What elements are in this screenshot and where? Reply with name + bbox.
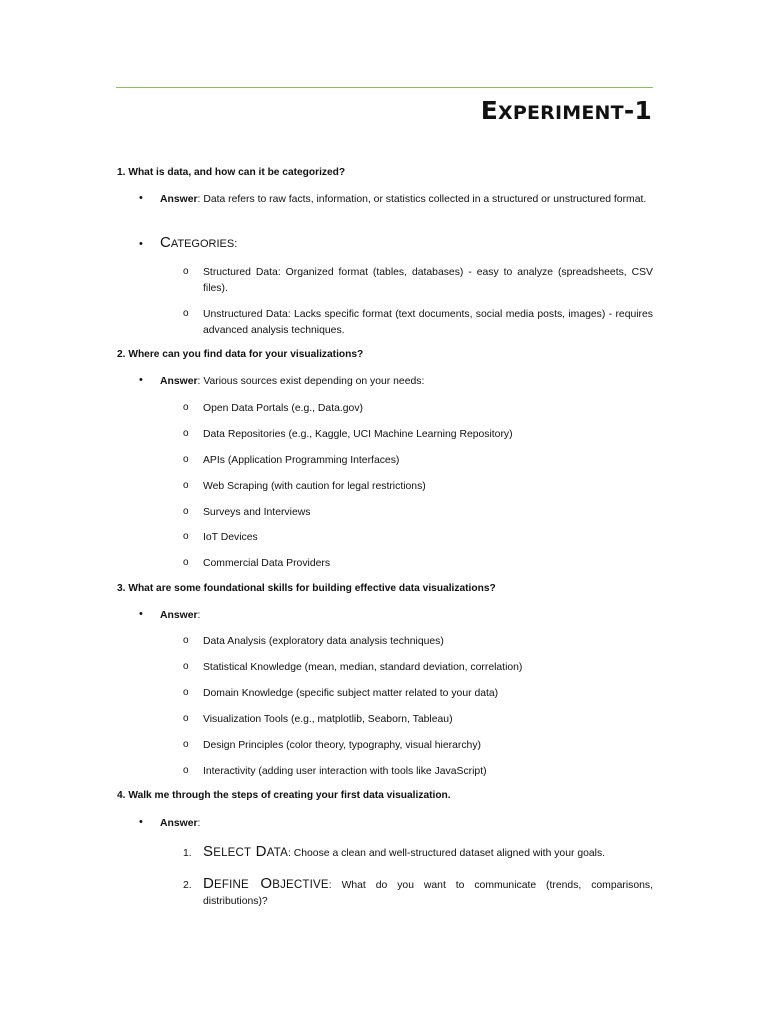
circle-bullet-icon: o xyxy=(183,765,189,776)
answer-label: Answer xyxy=(160,194,198,205)
circle-bullet-icon: o xyxy=(183,266,189,277)
step-heading-initial-2: D xyxy=(251,843,267,860)
question-1: 1. What is data, and how can it be categorized? xyxy=(117,167,346,178)
categories-heading xyxy=(160,234,237,251)
answer-text: : xyxy=(197,610,201,621)
skill-item: Data Analysis (exploratory data analysis techniques) xyxy=(203,636,444,647)
source-item: Web Scraping (with caution for legal restrictions) xyxy=(203,481,426,492)
step-number: 2. xyxy=(183,880,192,891)
step-heading-rest-2: BJECTIVE xyxy=(272,879,329,891)
categories-rest: ATEGORIES xyxy=(170,238,235,250)
title-rest: XPERIMENT xyxy=(498,102,624,124)
categories-colon: : xyxy=(234,238,238,250)
skill-item: Statistical Knowledge (mean, median, standard deviation, correlation) xyxy=(203,662,523,673)
circle-bullet-icon: o xyxy=(183,531,189,542)
step-item xyxy=(203,876,653,910)
circle-bullet-icon: o xyxy=(183,687,189,698)
step-heading-rest: EFINE xyxy=(214,879,249,891)
step-heading-initial: S xyxy=(203,843,214,860)
title-suffix: -1 xyxy=(623,96,652,125)
step-heading-rest-2: ATA xyxy=(266,847,288,859)
header-rule xyxy=(116,87,653,88)
skill-item: Interactivity (adding user interaction with tools like JavaScript) xyxy=(203,766,487,777)
circle-bullet-icon: o xyxy=(183,506,189,517)
step-heading-rest: ELECT xyxy=(213,847,252,859)
step-text: : What do you want to communicate (trends, comparisons, distributions)? xyxy=(203,880,653,907)
question-2: 2. Where can you find data for your visualizations? xyxy=(117,349,364,360)
step-heading-initial-2: O xyxy=(248,875,273,892)
answer-2 xyxy=(160,374,653,390)
source-item: APIs (Application Programming Interfaces) xyxy=(203,455,400,466)
step-item xyxy=(203,844,653,862)
circle-bullet-icon: o xyxy=(183,635,189,646)
category-item: Unstructured Data: Lacks specific format (text documents, social media posts, images) - requires advanced analysis techniques. xyxy=(203,309,653,336)
skill-item: Visualization Tools (e.g., matplotlib, Seaborn, Tableau) xyxy=(203,714,453,725)
source-item: IoT Devices xyxy=(203,532,258,543)
circle-bullet-icon: o xyxy=(183,428,189,439)
step-heading-initial: D xyxy=(203,875,215,892)
question-3: 3. What are some foundational skills for building effective data visualizations? xyxy=(117,583,496,594)
circle-bullet-icon: o xyxy=(183,454,189,465)
bullet-icon: • xyxy=(139,374,143,386)
answer-label: Answer xyxy=(160,818,198,829)
source-item: Surveys and Interviews xyxy=(203,507,311,518)
circle-bullet-icon: o xyxy=(183,402,189,413)
step-heading xyxy=(203,875,329,892)
source-item: Commercial Data Providers xyxy=(203,558,331,569)
answer-text: : xyxy=(197,818,201,829)
circle-bullet-icon: o xyxy=(183,713,189,724)
answer-4 xyxy=(160,816,653,832)
skill-item: Design Principles (color theory, typography, visual hierarchy) xyxy=(203,740,481,751)
source-item: Data Repositories (e.g., Kaggle, UCI Machine Learning Repository) xyxy=(203,429,513,440)
answer-text: : Various sources exist depending on your needs: xyxy=(197,376,425,387)
answer-label: Answer xyxy=(160,376,198,387)
circle-bullet-icon: o xyxy=(183,739,189,750)
answer-1 xyxy=(160,192,653,208)
bullet-icon: • xyxy=(139,608,143,620)
skill-item: Domain Knowledge (specific subject matter related to your data) xyxy=(203,688,499,699)
circle-bullet-icon: o xyxy=(183,661,189,672)
circle-bullet-icon: o xyxy=(183,480,189,491)
step-number: 1. xyxy=(183,848,192,859)
bullet-icon: • xyxy=(139,238,143,250)
category-item: Structured Data: Organized format (tables, databases) - easy to analyze (spreadsheets, CSV files). xyxy=(203,267,653,294)
bullet-icon: • xyxy=(139,192,143,204)
title-initial: E xyxy=(480,96,499,125)
circle-bullet-icon: o xyxy=(183,308,189,319)
categories-initial: C xyxy=(160,234,171,251)
bullet-icon: • xyxy=(139,816,143,828)
answer-text: : Data refers to raw facts, information, or statistics collected in a structured or unstructured format. xyxy=(197,194,647,205)
circle-bullet-icon: o xyxy=(183,557,189,568)
question-4: 4. Walk me through the steps of creating your first data visualization. xyxy=(117,790,451,801)
page-title xyxy=(481,96,652,125)
step-text: : Choose a clean and well-structured dataset aligned with your goals. xyxy=(287,848,606,859)
answer-label: Answer xyxy=(160,610,198,621)
source-item: Open Data Portals (e.g., Data.gov) xyxy=(203,403,363,414)
step-heading xyxy=(203,843,288,860)
answer-3 xyxy=(160,608,653,624)
